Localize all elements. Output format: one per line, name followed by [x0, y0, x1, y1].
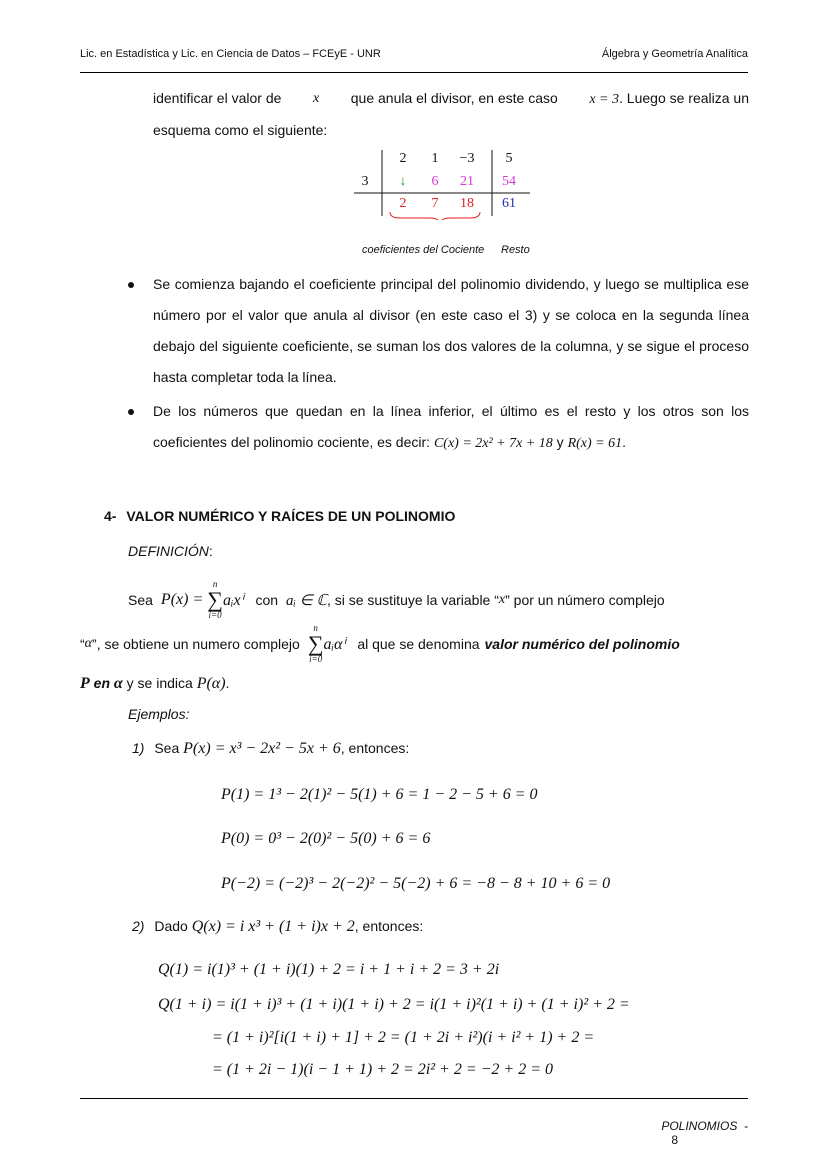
ruffini-r2-c2: 6: [431, 174, 439, 189]
ruffini-root: 3: [361, 174, 369, 189]
bullet-dot: [128, 282, 134, 288]
sum-term: aᵢxⁱ: [222, 592, 244, 609]
def-con: con: [255, 592, 279, 608]
footer-rule: [80, 1098, 748, 1099]
ruffini-r1-c4: 5: [505, 151, 513, 166]
example-1-num: 1): [132, 740, 145, 756]
example-1-entonces: , entonces:: [340, 740, 410, 756]
def-en: en: [93, 675, 111, 691]
bullet-2-and: y: [556, 434, 564, 450]
example-2-num: 2): [132, 918, 145, 934]
def-al-que: al que se denomina: [357, 636, 480, 652]
def-q-open: “: [80, 636, 85, 652]
definition-colon: :: [208, 543, 213, 559]
sum-symbol-2: [308, 624, 324, 664]
def-p: P(x) =: [160, 591, 204, 608]
example-2-heading: [132, 918, 423, 936]
example-1-line-1: P(1) = 1³ − 2(1)² − 5(1) + 6 = 1 − 2 − 5 + 6 = 0: [221, 786, 538, 803]
section-number: 4-: [104, 508, 117, 524]
ruffini-r3-c2: 7: [431, 196, 439, 211]
rest-equation: R(x) = 61: [567, 436, 623, 451]
sum2-term: aᵢαⁱ: [323, 636, 346, 653]
def-p-alpha: P(α): [196, 675, 226, 692]
example-2-entonces: , entonces:: [354, 918, 424, 934]
ejemplos-label: Ejemplos:: [128, 706, 190, 722]
example-1-line-2: P(0) = 0³ − 2(0)² − 5(0) + 6 = 6: [221, 830, 431, 847]
def-valor: valor numérico del polinomio: [484, 636, 680, 652]
ruffini-r3-c1: 2: [399, 196, 407, 211]
example-2-line-3: = (1 + i)²[i(1 + i) + 1] + 2 = (1 + 2i + i²)(i + i² + 1) + 2 =: [212, 1029, 595, 1046]
bullet-2-text: De los números que quedan en la línea inferior, el último es el resto y los otros son los coeficientes del polinomio cociente, es decir:: [153, 403, 749, 450]
example-2-line-2: Q(1 + i) = i(1 + i)³ + (1 + i)(1 + i) + 2 = i(1 + i)²(1 + i) + (1 + i)² + 2 =: [158, 996, 630, 1013]
ruffini-scheme: [350, 148, 540, 220]
definition-line-1: [128, 580, 749, 620]
ruffini-label-rest: Resto: [501, 244, 530, 256]
example-1-line-3: P(−2) = (−2)³ − 2(−2)² − 5(−2) + 6 = −8 − 8 + 10 + 6 = 0: [221, 875, 611, 892]
def-cond: aᵢ ∈ ℂ: [286, 592, 327, 609]
def-x: x: [498, 592, 506, 607]
def-dot: .: [225, 675, 230, 691]
intro-text-c: . Luego se realiza un: [619, 90, 749, 106]
sum-bot: i=0: [208, 610, 222, 620]
sum-symbol: [207, 580, 223, 620]
example-1-sea: Sea: [154, 740, 180, 756]
example-2-line-1: Q(1) = i(1)³ + (1 + i)(1) + 2 = i + 1 + i + 2 = 3 + 2i: [158, 961, 500, 978]
intro-text-b: que anula el divisor, en este caso: [350, 90, 558, 106]
bullet-dot: [128, 409, 134, 415]
intro-paragraph: [153, 83, 749, 146]
ruffini-r2-c4: 54: [502, 174, 516, 189]
def-alpha: α: [84, 636, 93, 651]
header-course: Lic. en Estadística y Lic. en Ciencia de Datos – FCEyE - UNR: [80, 48, 381, 60]
definition-label-text: DEFINICIÓN: [128, 543, 209, 559]
example-2-line-4: = (1 + 2i − 1)(i − 1 + 1) + 2 = 2i² + 2 = −2 + 2 = 0: [212, 1061, 554, 1078]
sum-top: n: [212, 579, 218, 589]
def-q-close: ”, se obtiene un numero complejo: [92, 636, 300, 652]
ruffini-r3-c3: 18: [460, 196, 474, 211]
intro-var: x: [312, 91, 320, 106]
def-rest2: ” por un número complejo: [505, 592, 665, 608]
page-number: 8: [671, 1133, 678, 1147]
example-1-poly: P(x) = x³ − 2x² − 5x + 6: [183, 740, 341, 757]
bullet-1: Se comienza bajando el coeficiente principal del polinomio dividendo, y luego se multiplica ese número por el valor que anula al divisor (en este caso el 3) y se coloca en la segunda línea debajo del siguiente coeficiente, se suman los dos valores de la columna, y se sigue el proceso hasta completar toda la línea.: [153, 276, 749, 385]
def-sea: Sea: [128, 592, 153, 608]
ruffini-r1-c1: 2: [399, 151, 407, 166]
ruffini-r2-c3: 21: [460, 174, 474, 189]
def-alpha2: α: [113, 675, 123, 692]
header-rule: [80, 72, 748, 73]
intro-eq: x = 3: [589, 92, 620, 107]
example-2-dado: Dado: [154, 918, 188, 934]
sigma-icon: ∑: [207, 587, 223, 612]
footer-text: POLINOMIOS -: [661, 1119, 748, 1133]
example-1-heading: [132, 740, 409, 758]
def-P: P: [80, 675, 90, 692]
page-header: [80, 48, 748, 66]
section-title: VALOR NUMÉRICO Y RAÍCES DE UN POLINOMIO: [126, 508, 456, 524]
bullet-2-end: .: [622, 434, 626, 450]
ruffini-r1-c3: −3: [459, 151, 475, 166]
definition-line-3: [80, 675, 229, 693]
intro-line2: esquema como el siguiente:: [153, 122, 328, 138]
header-subject: Álgebra y Geometría Analítica: [601, 48, 748, 60]
def-se-indica: y se indica: [126, 675, 193, 691]
sigma-icon: ∑: [307, 631, 324, 656]
intro-text-a: identificar el valor de: [153, 90, 282, 106]
sum2-top: n: [313, 623, 318, 633]
def-rest1: , si se sustituye la variable “: [326, 592, 499, 608]
section-heading: [104, 508, 455, 524]
quotient-equation: C(x) = 2x² + 7x + 18: [433, 436, 553, 451]
definition-label: [128, 543, 213, 559]
ruffini-label-quotient: coeficientes del Cociente: [362, 244, 485, 256]
ruffini-down-arrow-icon: ↓: [399, 174, 407, 189]
ruffini-rest: 61: [502, 196, 516, 211]
bullet-2: [153, 396, 749, 459]
example-2-poly: Q(x) = i x³ + (1 + i)x + 2: [191, 918, 355, 935]
definition-line-2: [80, 624, 749, 664]
ruffini-r1-c2: 1: [431, 151, 439, 166]
sum2-bot: i=0: [309, 654, 323, 664]
